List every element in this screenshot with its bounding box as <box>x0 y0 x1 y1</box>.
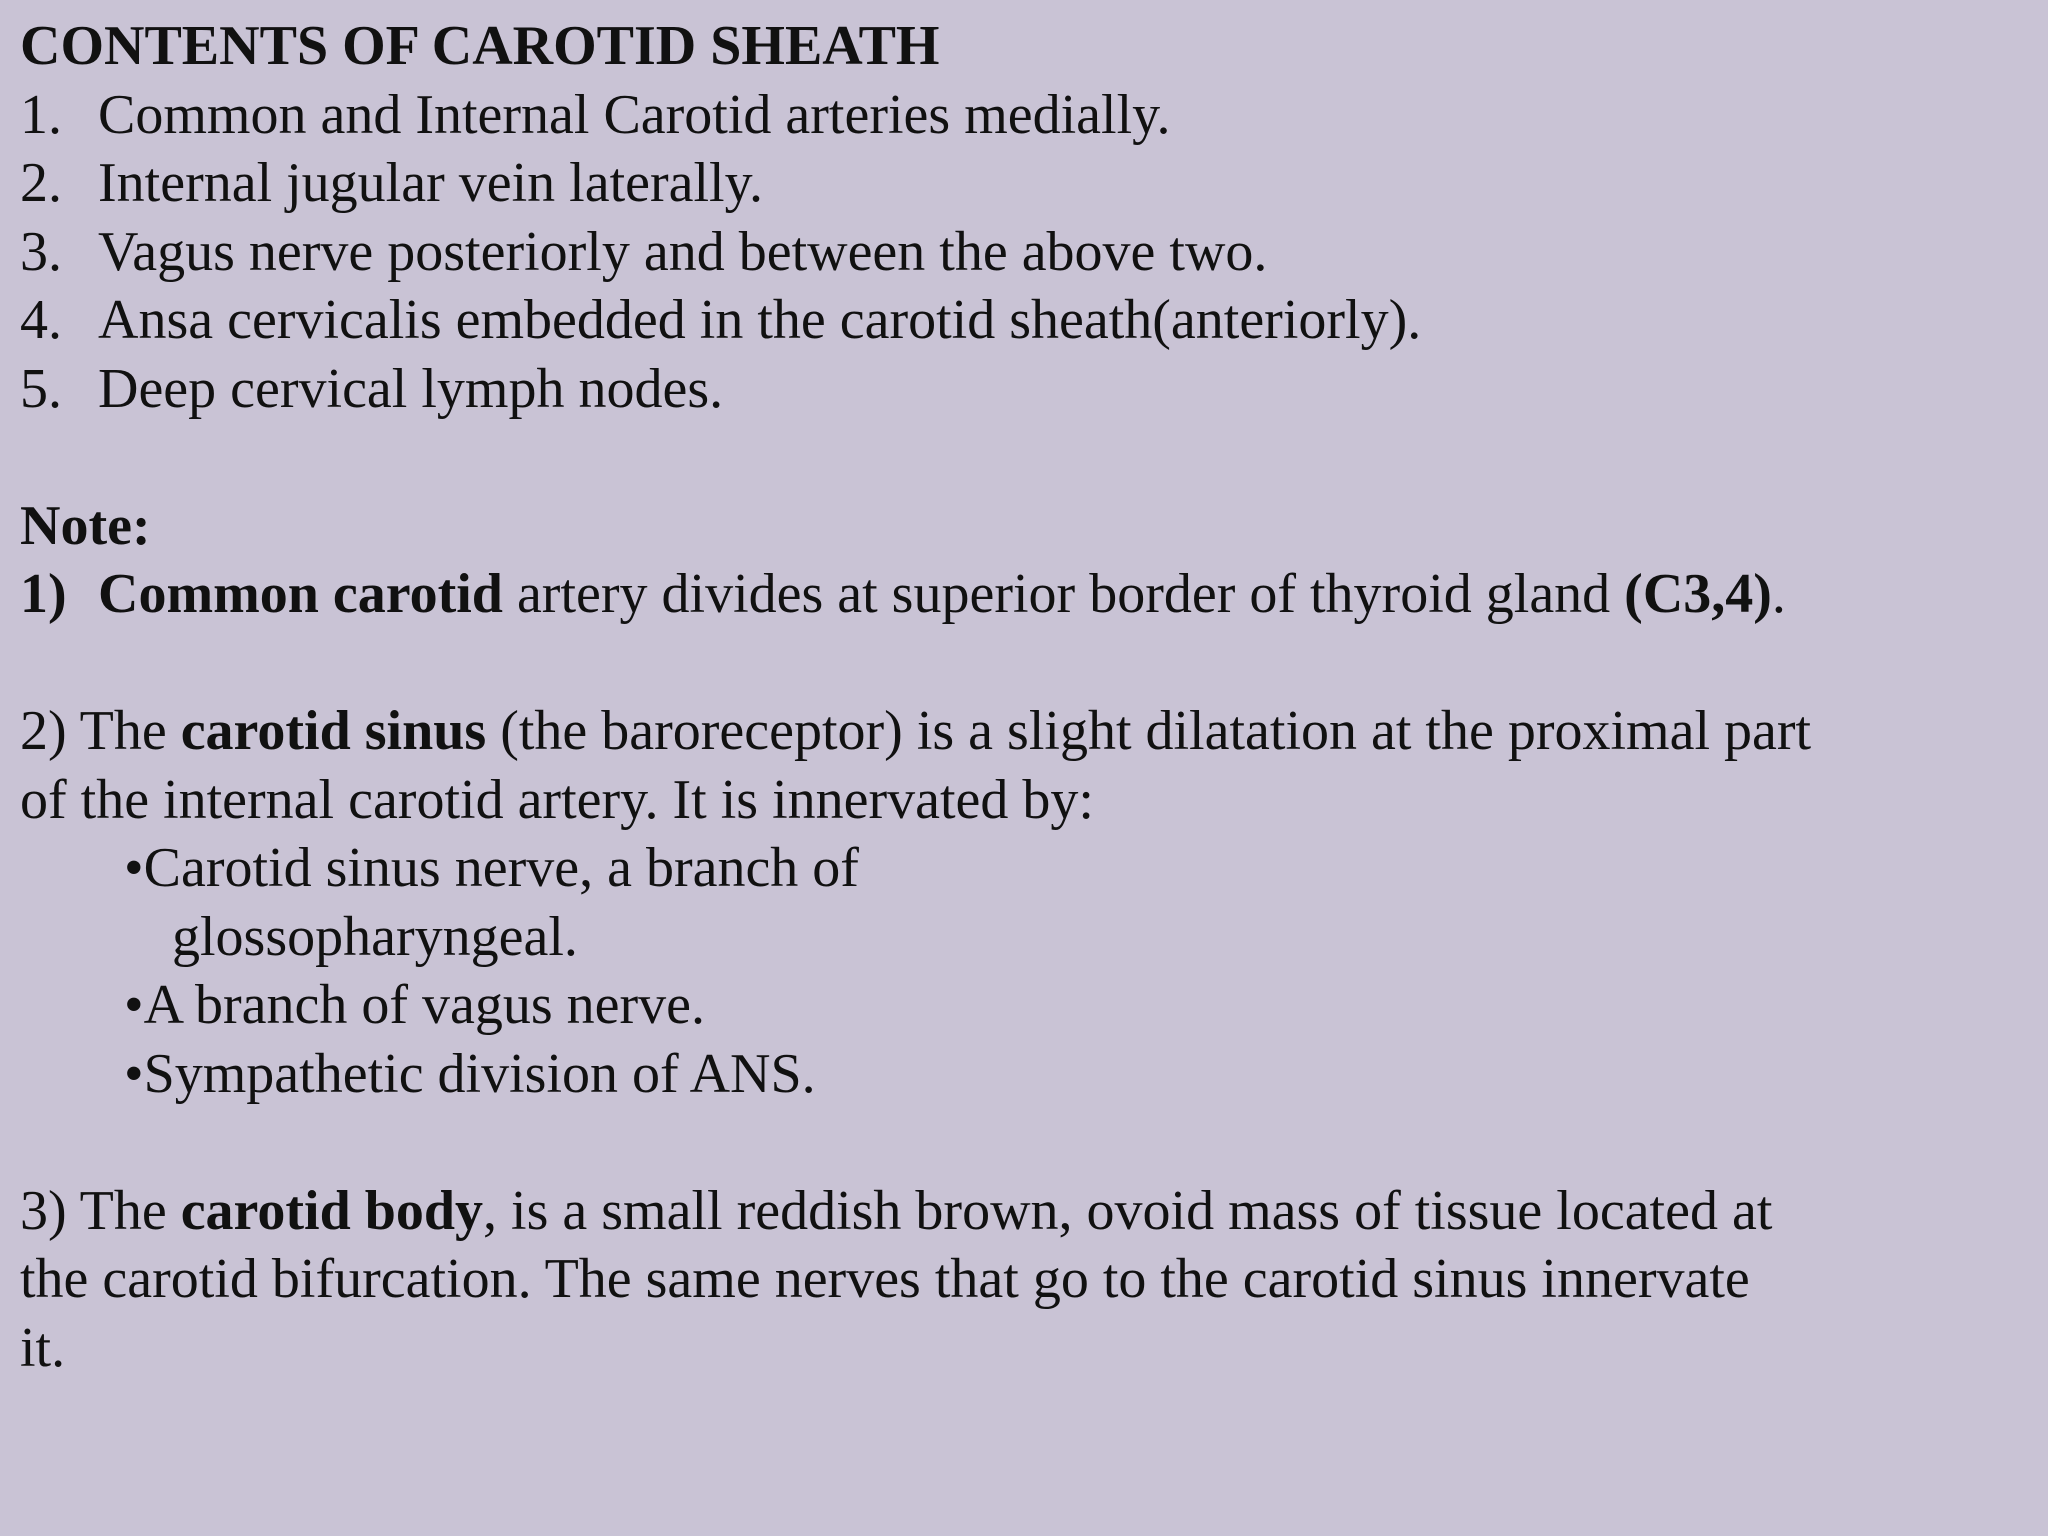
note-item-1-body: artery divides at superior border of thyroid gland <box>502 563 1625 625</box>
bullet-item-text: •Carotid sinus nerve, a branch of <box>124 837 859 899</box>
note-heading: Note: <box>20 494 151 557</box>
spacer <box>20 629 2024 698</box>
spacer <box>20 423 2024 492</box>
note-item-1-vertebra: (C3,4) <box>1624 563 1772 625</box>
note-item-1-number: 1) <box>20 563 67 625</box>
list-item <box>20 81 2024 150</box>
note-item-3-line-1-rest: , is a small reddish brown, ovoid mass of tissue located at <box>483 1179 1773 1242</box>
bullet-item <box>124 971 2024 1040</box>
contents-list <box>20 81 2024 424</box>
note-item-3-line-1 <box>20 1177 2024 1246</box>
note-item-3-bold-term: carotid body <box>180 1179 484 1242</box>
note-item-1-text <box>98 560 1786 629</box>
slide-title: CONTENTS OF CAROTID SHEATH <box>20 15 940 77</box>
bullet-item-text: •Sympathetic division of ANS. <box>124 1042 816 1105</box>
list-item-number: 3. <box>20 220 62 283</box>
note-item-1-end: . <box>1771 563 1786 625</box>
note-item-3-line-2: the carotid bifurcation. The same nerves that go to the carotid sinus innervate <box>20 1248 1750 1310</box>
list-item-text: Ansa cervicalis embedded in the carotid sheath(anteriorly). <box>98 289 1422 351</box>
note-item-2 <box>20 697 2024 1108</box>
note-item-2-prefix: 2) The <box>20 700 181 762</box>
note-item-2-bold-term: carotid sinus <box>180 700 487 762</box>
list-item-text: Common and Internal Carotid arteries medially. <box>98 83 1171 146</box>
list-item-text: Deep cervical lymph nodes. <box>98 357 724 420</box>
note-item-1-bold-term: Common carotid <box>98 563 503 625</box>
innervation-list <box>20 834 2024 1108</box>
note-item-3 <box>20 1177 2024 1383</box>
bullet-item <box>124 834 2024 971</box>
note-item-2-line-1-rest: (the baroreceptor) is a slight dilatation at the proximal part <box>486 700 1812 762</box>
bullet-item <box>124 1040 2024 1109</box>
note-item-3-prefix: 3) The <box>20 1179 181 1242</box>
list-item-text: Vagus nerve posteriorly and between the above two. <box>98 220 1268 283</box>
bullet-item-continuation: glossopharyngeal. <box>172 905 578 968</box>
note-item-1 <box>20 560 2024 629</box>
list-item-number: 5. <box>20 357 62 420</box>
list-item <box>20 286 2024 355</box>
note-item-2-line-1 <box>20 697 2024 766</box>
bullet-item-text: •A branch of vagus nerve. <box>124 974 705 1036</box>
list-item-text: Internal jugular vein laterally. <box>98 152 763 214</box>
note-item-2-line-2: of the internal carotid artery. It is innervated by: <box>20 768 1094 831</box>
list-item-number: 4. <box>20 289 62 351</box>
list-item-number: 1. <box>20 83 62 146</box>
list-item <box>20 218 2024 287</box>
spacer <box>20 1108 2024 1177</box>
list-item <box>20 149 2024 218</box>
note-item-3-line-3: it. <box>20 1316 66 1379</box>
list-item <box>20 355 2024 424</box>
list-item-number: 2. <box>20 152 62 214</box>
